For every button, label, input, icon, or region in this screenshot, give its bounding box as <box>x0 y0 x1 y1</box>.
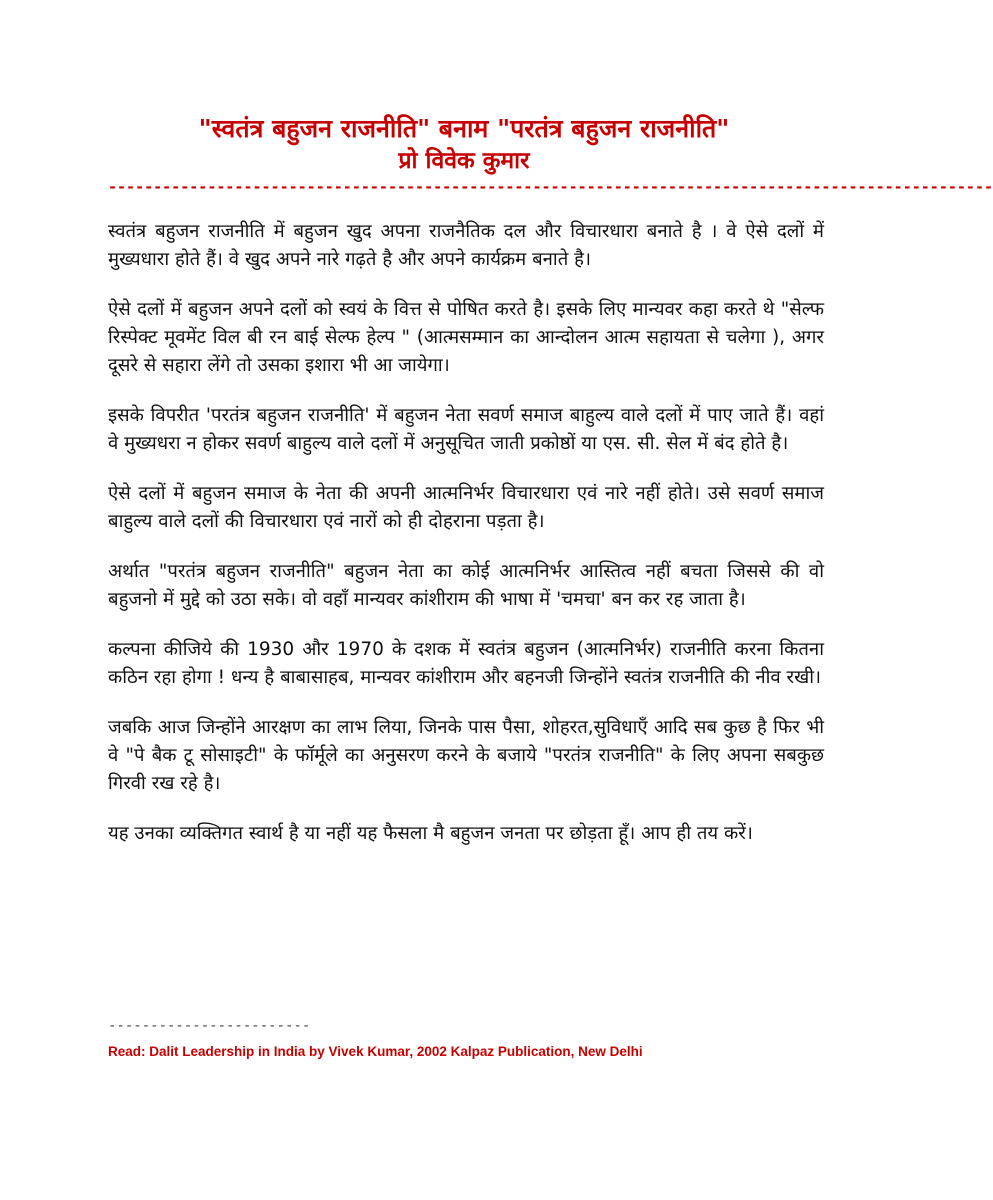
title-separator: -------------------------------------------------------------------------------------------------- <box>108 178 993 196</box>
end-separator: ------------------------ <box>108 1018 311 1034</box>
paragraph-2: ऐसे दलों में बहुजन अपने दलों को स्वयं के वित्त से पोषित करते है। इसके लिए मान्यवर कहा करते थे "सेल्फ रिस्पेक्ट मूवमेंट विल बी रन बाई सेल्फ हेल्प " (आत्मसम्मान का आन्दोलन आत्म सहायता से चलेगा ), अगर दूसरे से सहारा लेंगे तो उसका इशारा भी आ जायेगा। <box>108 299 824 376</box>
paragraph-1: स्वतंत्र बहुजन राजनीति में बहुजन खुद अपना राजनैतिक दल और विचारधारा बनाते है । वे ऐसे दलों में मुख्यधारा होते हैं। वे खुद अपने नारे गढ़ते है और अपने कार्यक्रम बनाते है। <box>108 221 824 270</box>
paragraph-7: जबकि आज जिन्होंने आरक्षण का लाभ लिया, जिनके पास पैसा, शोहरत,सुविधाएँ आदि सब कुछ है फिर भी वे "पे बैक टू सोसाइटी" के फॉर्मूले का अनुसरण करने के बजाये "परतंत्र राजनीति" के लिए अपना सबकुछ गिरवी रख रहे है। <box>108 717 824 794</box>
paragraph-6: कल्पना कीजिये की 1930 और 1970 के दशक में स्वतंत्र बहुजन (आत्मनिर्भर) राजनीति करना कितना कठिन रहा होगा ! धन्य है बाबासाहब, मान्यवर कांशीराम और बहनजी जिन्होंने स्वतंत्र राजनीति की नीव रखी। <box>108 639 824 688</box>
paragraph-3: इसके विपरीत 'परतंत्र बहुजन राजनीति' में बहुजन नेता सवर्ण समाज बाहुल्य वाले दलों में पाए जाते हैं। वहां वे मुख्यधरा न होकर सवर्ण बाहुल्य वाले दलों में अनुसूचित जाती प्रकोष्ठों या एस. सी. सेल में बंद होते है। <box>108 405 824 454</box>
author-name: प्रो विवेक कुमार <box>398 148 530 174</box>
article-body <box>108 218 824 870</box>
document-title: "स्वतंत्र बहुजन राजनीति" बनाम "परतंत्र बहुजन राजनीति" <box>198 114 730 143</box>
paragraph-8: यह उनका व्यक्तिगत स्वार्थ है या नहीं यह फैसला मै बहुजन जनता पर छोड़ता हूँ। आप ही तय करें। <box>108 823 753 844</box>
paragraph-4: ऐसे दलों में बहुजन समाज के नेता की अपनी आत्मनिर्भर विचारधारा एवं नारे नहीं होते। उसे सवर्ण समाज बाहुल्य वाले दलों की विचारधारा एवं नारों को ही दोहराना पड़ता है। <box>108 483 824 532</box>
reference-note: Read: Dalit Leadership in India by Vivek Kumar, 2002 Kalpaz Publication, New Delhi <box>108 1044 643 1059</box>
paragraph-5: अर्थात "परतंत्र बहुजन राजनीति" बहुजन नेता का कोई आत्मनिर्भर आस्तित्व नहीं बचता जिससे की वो बहुजनो में मुद्दे को उठा सके। वो वहाँ मान्यवर कांशीराम की भाषा में 'चमचा' बन कर रह जाता है। <box>108 561 824 610</box>
